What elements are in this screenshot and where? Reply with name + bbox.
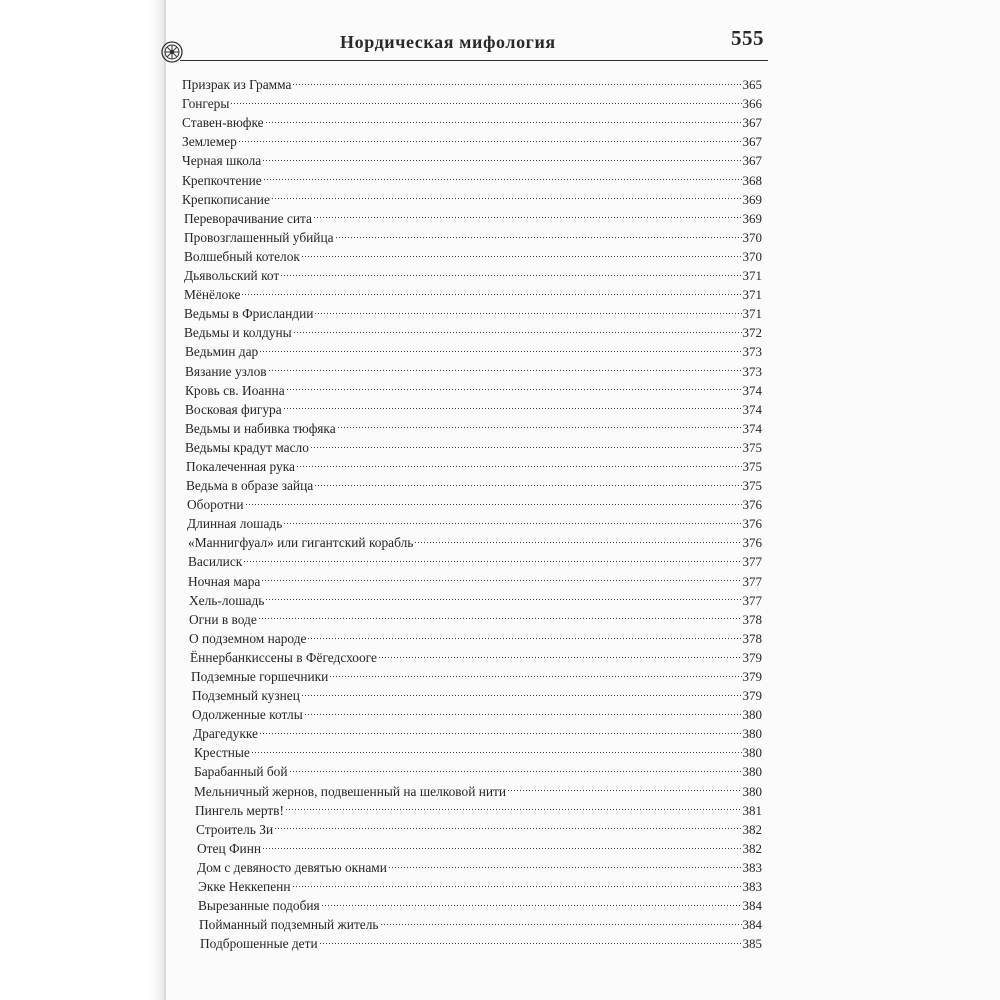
toc-entry [182,910,762,933]
toc-leader-dots [283,395,742,414]
toc-entry-page: 366 [742,96,762,112]
toc-entry [182,165,762,188]
toc-entry [182,490,762,513]
toc-entry-page: 382 [742,821,762,837]
toc-entry-title: Крепкописание [182,191,270,207]
toc-entry-page: 370 [742,229,762,245]
toc-entry [182,872,762,895]
toc-leader-dots [283,509,741,528]
toc-entry [182,318,762,341]
toc-entry [182,681,762,704]
toc-entry-page: 375 [742,439,762,455]
toc-leader-dots [301,242,742,261]
toc-entry-page: 385 [742,936,762,952]
toc-leader-dots [268,356,742,375]
toc-entry-title: Оборотни [187,497,244,513]
toc-entry [182,261,762,284]
toc-leader-dots [286,376,742,395]
toc-entry [182,815,762,837]
toc-entry-title: Землемер [182,134,237,150]
toc-entry-title: Подземные горшечники [191,669,329,684]
toc-leader-dots [265,586,741,605]
toc-entry [182,528,762,551]
toc-leader-dots [280,261,741,280]
toc-entry-title: Хель-лошадь [189,592,265,608]
toc-entry-title: «Маннигфуал» или гигантский корабль [188,535,414,551]
toc-entry-page: 380 [742,764,762,780]
toc-entry [182,662,762,684]
toc-entry [182,70,762,93]
toc-entry-title: Мёнёлоке [184,287,241,303]
toc-entry-page: 373 [742,363,762,379]
toc-entry-page: 374 [742,382,762,398]
toc-entry-page: 379 [742,669,762,684]
toc-entry-page: 375 [742,458,762,474]
toc-entry-title: Ведьма в образе зайца [186,478,314,494]
toc-entry-page: 373 [742,344,762,360]
toc-entry-title: Черная школа [182,153,262,169]
toc-entry-page: 383 [742,859,762,875]
toc-leader-dots [265,108,742,127]
toc-entry-title: Отец Финн [197,840,262,856]
page-spine [164,0,166,1000]
toc-leader-dots [414,528,741,547]
toc-entry-page: 371 [742,268,762,284]
toc-entry-title: Волшебный котелок [184,248,300,264]
toc-entry [182,738,762,761]
toc-entry-page: 380 [742,745,762,761]
toc-entry-page: 378 [742,611,762,627]
toc-entry [182,204,762,226]
toc-entry-page: 371 [742,306,762,322]
toc-leader-dots [293,318,742,337]
toc-leader-dots [292,872,742,891]
toc-entry-title: Гонгеры [182,96,230,112]
toc-entry [182,242,762,264]
running-header [180,26,768,61]
toc-leader-dots [261,566,741,585]
toc-entry [182,719,762,742]
toc-entry-title: Призрак из Грамма [182,77,292,93]
toc-entry [182,509,762,532]
toc-entry-page: 384 [742,917,762,933]
toc-entry [182,433,762,455]
toc-entry-title: Провозглашенный убийца [184,229,334,245]
toc-leader-dots [319,929,742,948]
toc-leader-dots [243,547,741,566]
toc-entry-page: 376 [742,516,762,532]
toc-entry-page: 377 [742,573,762,589]
toc-entry [182,146,762,169]
toc-entry-page: 377 [742,554,762,570]
toc-entry-title: Крестные [194,745,250,761]
toc-entry-title: Ведьмы и колдуны [184,325,292,341]
toc-entry-title: Ставен-вюфке [182,115,264,131]
toc-entry [182,299,762,322]
toc-entry-page: 384 [742,898,762,914]
toc-entry [182,929,762,952]
toc-leader-dots [251,738,742,757]
toc-leader-dots [238,127,742,146]
toc-entry-title: Ведьмин дар [185,344,259,360]
toc-leader-dots [335,223,742,242]
toc-entry-page: 377 [742,592,762,608]
toc-leader-dots [507,776,741,795]
toc-entry [182,471,762,494]
toc-entry [182,700,762,723]
toc-leader-dots [337,414,742,433]
toc-entry-title: Ведьмы и набивка тюфяка [185,420,336,436]
toc-entry-page: 376 [742,497,762,513]
toc-leader-dots [296,452,742,471]
toc-leader-dots [289,757,742,776]
toc-entry-page: 380 [742,783,762,799]
toc-entry [182,89,762,112]
toc-entry-page: 382 [742,840,762,856]
toc-entry [182,796,762,818]
toc-entry-page: 375 [742,478,762,494]
toc-leader-dots [378,643,742,662]
toc-entry-page: 367 [742,115,762,131]
toc-entry [182,853,762,875]
toc-leader-dots [313,204,742,223]
toc-entry [182,547,762,570]
toc-leader-dots [304,700,742,719]
toc-leader-dots [259,719,742,738]
toc-entry [182,395,762,417]
toc-entry [182,605,762,627]
toc-leader-dots [241,280,741,299]
toc-entry [182,108,762,131]
toc-leader-dots [245,490,742,509]
toc-entry-title: Одолженные котлы [192,707,303,723]
toc-entry [182,223,762,245]
toc-entry-page: 370 [742,248,762,264]
toc-entry [182,452,762,474]
toc-entry-title: Ночная мара [188,573,261,589]
toc-entry-title: Экке Неккепенн [198,879,291,895]
toc-leader-dots [285,796,742,815]
toc-entry [182,280,762,303]
toc-entry-title: Драгедукке [193,726,258,742]
toc-entry [182,891,762,914]
toc-entry [182,566,762,589]
toc-entry-title: Подброшенные дети [200,936,318,952]
toc-entry-title: Длинная лошадь [187,516,283,532]
toc-leader-dots [230,89,741,108]
toc-entry-page: 378 [742,630,762,646]
toc-entry-title: Крепкочтение [182,172,262,188]
toc-entry-title: Вырезанные подобия [198,898,320,914]
toc-entry [182,776,762,799]
toc-entry-title: Вязание узлов [185,363,267,379]
toc-entry-page: 374 [742,401,762,417]
toc-entry-title: Ённербанкиссены в Фёгедсхооге [190,649,377,665]
toc-entry-title: Дьявольский кот [184,268,280,284]
toc-entry [182,834,762,856]
toc-entry-title: Огни в воде [189,611,257,627]
toc-entry-page: 380 [742,707,762,723]
toc-entry-title: Василиск [188,554,243,570]
toc-entry-page: 379 [742,649,762,665]
toc-entry [182,414,762,436]
toc-entry-page: 365 [742,77,762,93]
toc-entry-title: Переворачивание сита [184,210,312,226]
toc-leader-dots [329,662,741,681]
toc-entry [182,757,762,780]
toc-entry [182,337,762,360]
toc-entry-page: 381 [742,802,762,818]
toc-leader-dots [274,815,741,834]
toc-entry-page: 379 [742,688,762,704]
page-number: 555 [731,26,764,50]
toc-leader-dots [388,853,742,872]
toc-entry-title: Покалеченная рука [186,458,295,474]
toc-entry-page: 367 [742,153,762,169]
toc-entry [182,643,762,665]
toc-entry-page: 380 [742,726,762,742]
toc-leader-dots [301,681,742,700]
toc-entry-page: 372 [742,325,762,341]
toc-entry-title: О подземном народе [189,630,307,646]
toc-entry-page: 374 [742,420,762,436]
toc-leader-dots [262,834,741,853]
toc-entry-title: Ведьмы крадут масло [185,439,309,455]
toc-entry [182,586,762,608]
toc-entry-title: Барабанный бой [194,764,288,780]
toc-entry-title: Пингель мертв! [195,802,284,818]
page-gutter-shadow [0,0,165,1000]
toc-leader-dots [263,165,742,184]
toc-entry-title: Восковая фигура [185,401,282,417]
toc-entry [182,127,762,150]
toc-entry-title: Ведьмы в Фрисландии [184,306,314,322]
toc-entry-page: 368 [742,172,762,188]
toc-leader-dots [314,471,741,490]
table-of-contents [182,70,762,952]
running-header-title: Нордическая мифология [340,32,556,52]
toc-entry-title: Дом с девяносто девятью окнами [197,859,387,875]
toc-entry [182,376,762,398]
toc-entry-page: 376 [742,535,762,551]
toc-entry-page: 369 [742,191,762,207]
toc-leader-dots [321,891,742,910]
toc-leader-dots [259,337,741,356]
toc-entry-page: 369 [742,210,762,226]
toc-entry-title: Мельничный жернов, подвешенный на шелковой нити [194,783,507,799]
toc-entry [182,185,762,207]
toc-entry-page: 371 [742,287,762,303]
toc-leader-dots [314,299,741,318]
toc-entry [182,624,762,646]
toc-entry-title: Строитель Зи [196,821,274,837]
toc-entry-title: Подземный кузнец [192,688,300,704]
toc-leader-dots [271,185,742,204]
toc-entry-page: 367 [742,134,762,150]
toc-entry-title: Кровь св. Иоанна [185,382,285,398]
toc-entry-page: 383 [742,879,762,895]
toc-entry-title: Пойманный подземный житель [199,917,379,933]
toc-entry [182,356,762,379]
toc-leader-dots [380,910,742,929]
toc-leader-dots [292,70,741,89]
toc-leader-dots [310,433,742,452]
toc-leader-dots [258,605,742,624]
toc-leader-dots [307,624,741,643]
toc-leader-dots [262,146,741,165]
